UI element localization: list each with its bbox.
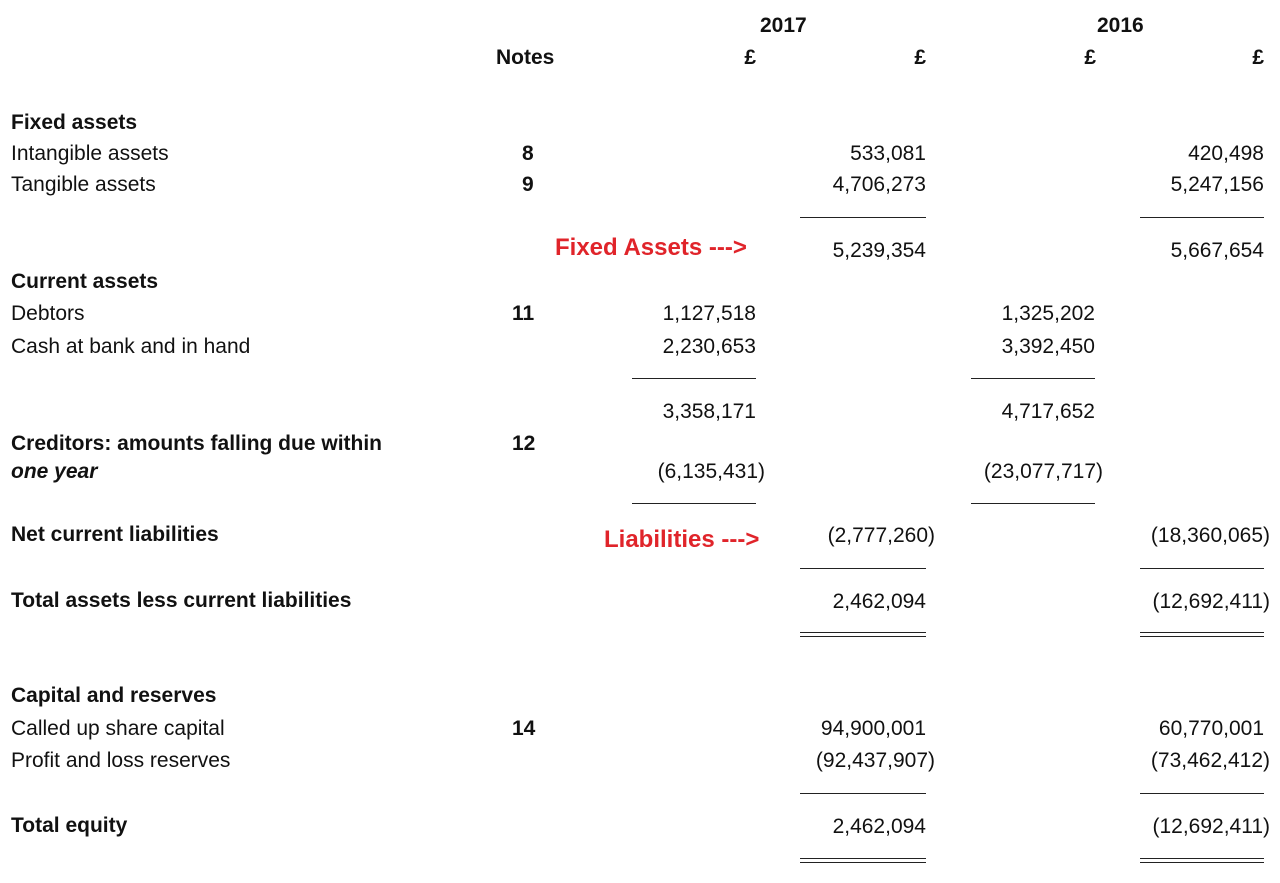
- total-equity-label: Total equity: [11, 814, 128, 837]
- equity-rule-2017: [800, 793, 926, 794]
- net-current-liabilities-label: Net current liabilities: [11, 523, 219, 546]
- currency-2016-b: £: [1252, 46, 1264, 69]
- share-capital-note: 14: [512, 717, 536, 740]
- creditors-2017: (6,135,431): [657, 460, 765, 483]
- share-capital-2017: 94,900,001: [820, 717, 926, 740]
- total-equity-double-rule-2017: [800, 858, 926, 863]
- fixed-assets-total-2017: 5,239,354: [832, 239, 926, 262]
- tangible-assets-2016: 5,247,156: [1170, 173, 1264, 196]
- debtors-label: Debtors: [11, 302, 85, 325]
- share-capital-label: Called up share capital: [11, 717, 225, 740]
- debtors-2017: 1,127,518: [662, 302, 756, 325]
- net-current-rule-2016: [1140, 568, 1264, 569]
- capital-reserves-heading: Capital and reserves: [11, 684, 217, 707]
- fixed-assets-annotation: Fixed Assets --->: [555, 234, 747, 261]
- currency-2017-a: £: [744, 46, 756, 69]
- liabilities-annotation: Liabilities --->: [604, 526, 760, 553]
- current-assets-total-2017: 3,358,171: [662, 400, 756, 423]
- creditors-label-line2: one year: [11, 460, 98, 483]
- total-assets-less-liabilities-2017: 2,462,094: [832, 590, 926, 613]
- cash-2017: 2,230,653: [662, 335, 756, 358]
- creditors-rule-2017: [632, 503, 756, 504]
- current-subtotal-rule-2017: [632, 378, 756, 379]
- total-assets-less-liabilities-2016: (12,692,411): [1152, 590, 1270, 613]
- current-assets-total-2016: 4,717,652: [1001, 400, 1095, 423]
- total-assets-double-rule-2017: [800, 632, 926, 637]
- fixed-assets-heading: Fixed assets: [11, 111, 138, 134]
- currency-2017-b: £: [914, 46, 926, 69]
- total-assets-less-liabilities-label: Total assets less current liabilities: [11, 589, 352, 612]
- intangible-assets-note: 8: [522, 142, 534, 165]
- creditors-2016: (23,077,717): [983, 460, 1103, 483]
- total-equity-2017: 2,462,094: [832, 815, 926, 838]
- current-assets-heading: Current assets: [11, 270, 159, 293]
- total-equity-double-rule-2016: [1140, 858, 1264, 863]
- profit-loss-2016: (73,462,412): [1150, 749, 1270, 772]
- debtors-2016: 1,325,202: [1001, 302, 1095, 325]
- creditors-rule-2016: [971, 503, 1095, 504]
- currency-2016-a: £: [1084, 46, 1096, 69]
- total-equity-2016: (12,692,411): [1152, 815, 1270, 838]
- intangible-assets-2017: 533,081: [850, 142, 926, 165]
- notes-heading: Notes: [496, 46, 555, 69]
- current-subtotal-rule-2016: [971, 378, 1095, 379]
- tangible-assets-label: Tangible assets: [11, 173, 156, 196]
- fixed-assets-total-2016: 5,667,654: [1170, 239, 1264, 262]
- creditors-label-line1: Creditors: amounts falling due within: [11, 432, 383, 455]
- net-current-liabilities-2016: (18,360,065): [1150, 524, 1270, 547]
- intangible-assets-label: Intangible assets: [11, 142, 169, 165]
- net-current-liabilities-2017: (2,777,260): [827, 524, 935, 547]
- tangible-assets-note: 9: [522, 173, 534, 196]
- creditors-note: 12: [512, 432, 536, 455]
- share-capital-2016: 60,770,001: [1158, 717, 1264, 740]
- net-current-rule-2017: [800, 568, 926, 569]
- total-assets-double-rule-2016: [1140, 632, 1264, 637]
- cash-label: Cash at bank and in hand: [11, 335, 251, 358]
- debtors-note: 11: [512, 302, 535, 325]
- tangible-assets-2017: 4,706,273: [832, 173, 926, 196]
- profit-loss-label: Profit and loss reserves: [11, 749, 231, 772]
- equity-rule-2016: [1140, 793, 1264, 794]
- year-2016-heading: 2016: [1097, 14, 1144, 37]
- intangible-assets-2016: 420,498: [1188, 142, 1264, 165]
- profit-loss-2017: (92,437,907): [815, 749, 935, 772]
- cash-2016: 3,392,450: [1001, 335, 1095, 358]
- year-2017-heading: 2017: [760, 14, 807, 37]
- fixed-subtotal-rule-2016: [1140, 217, 1264, 218]
- fixed-subtotal-rule-2017: [800, 217, 926, 218]
